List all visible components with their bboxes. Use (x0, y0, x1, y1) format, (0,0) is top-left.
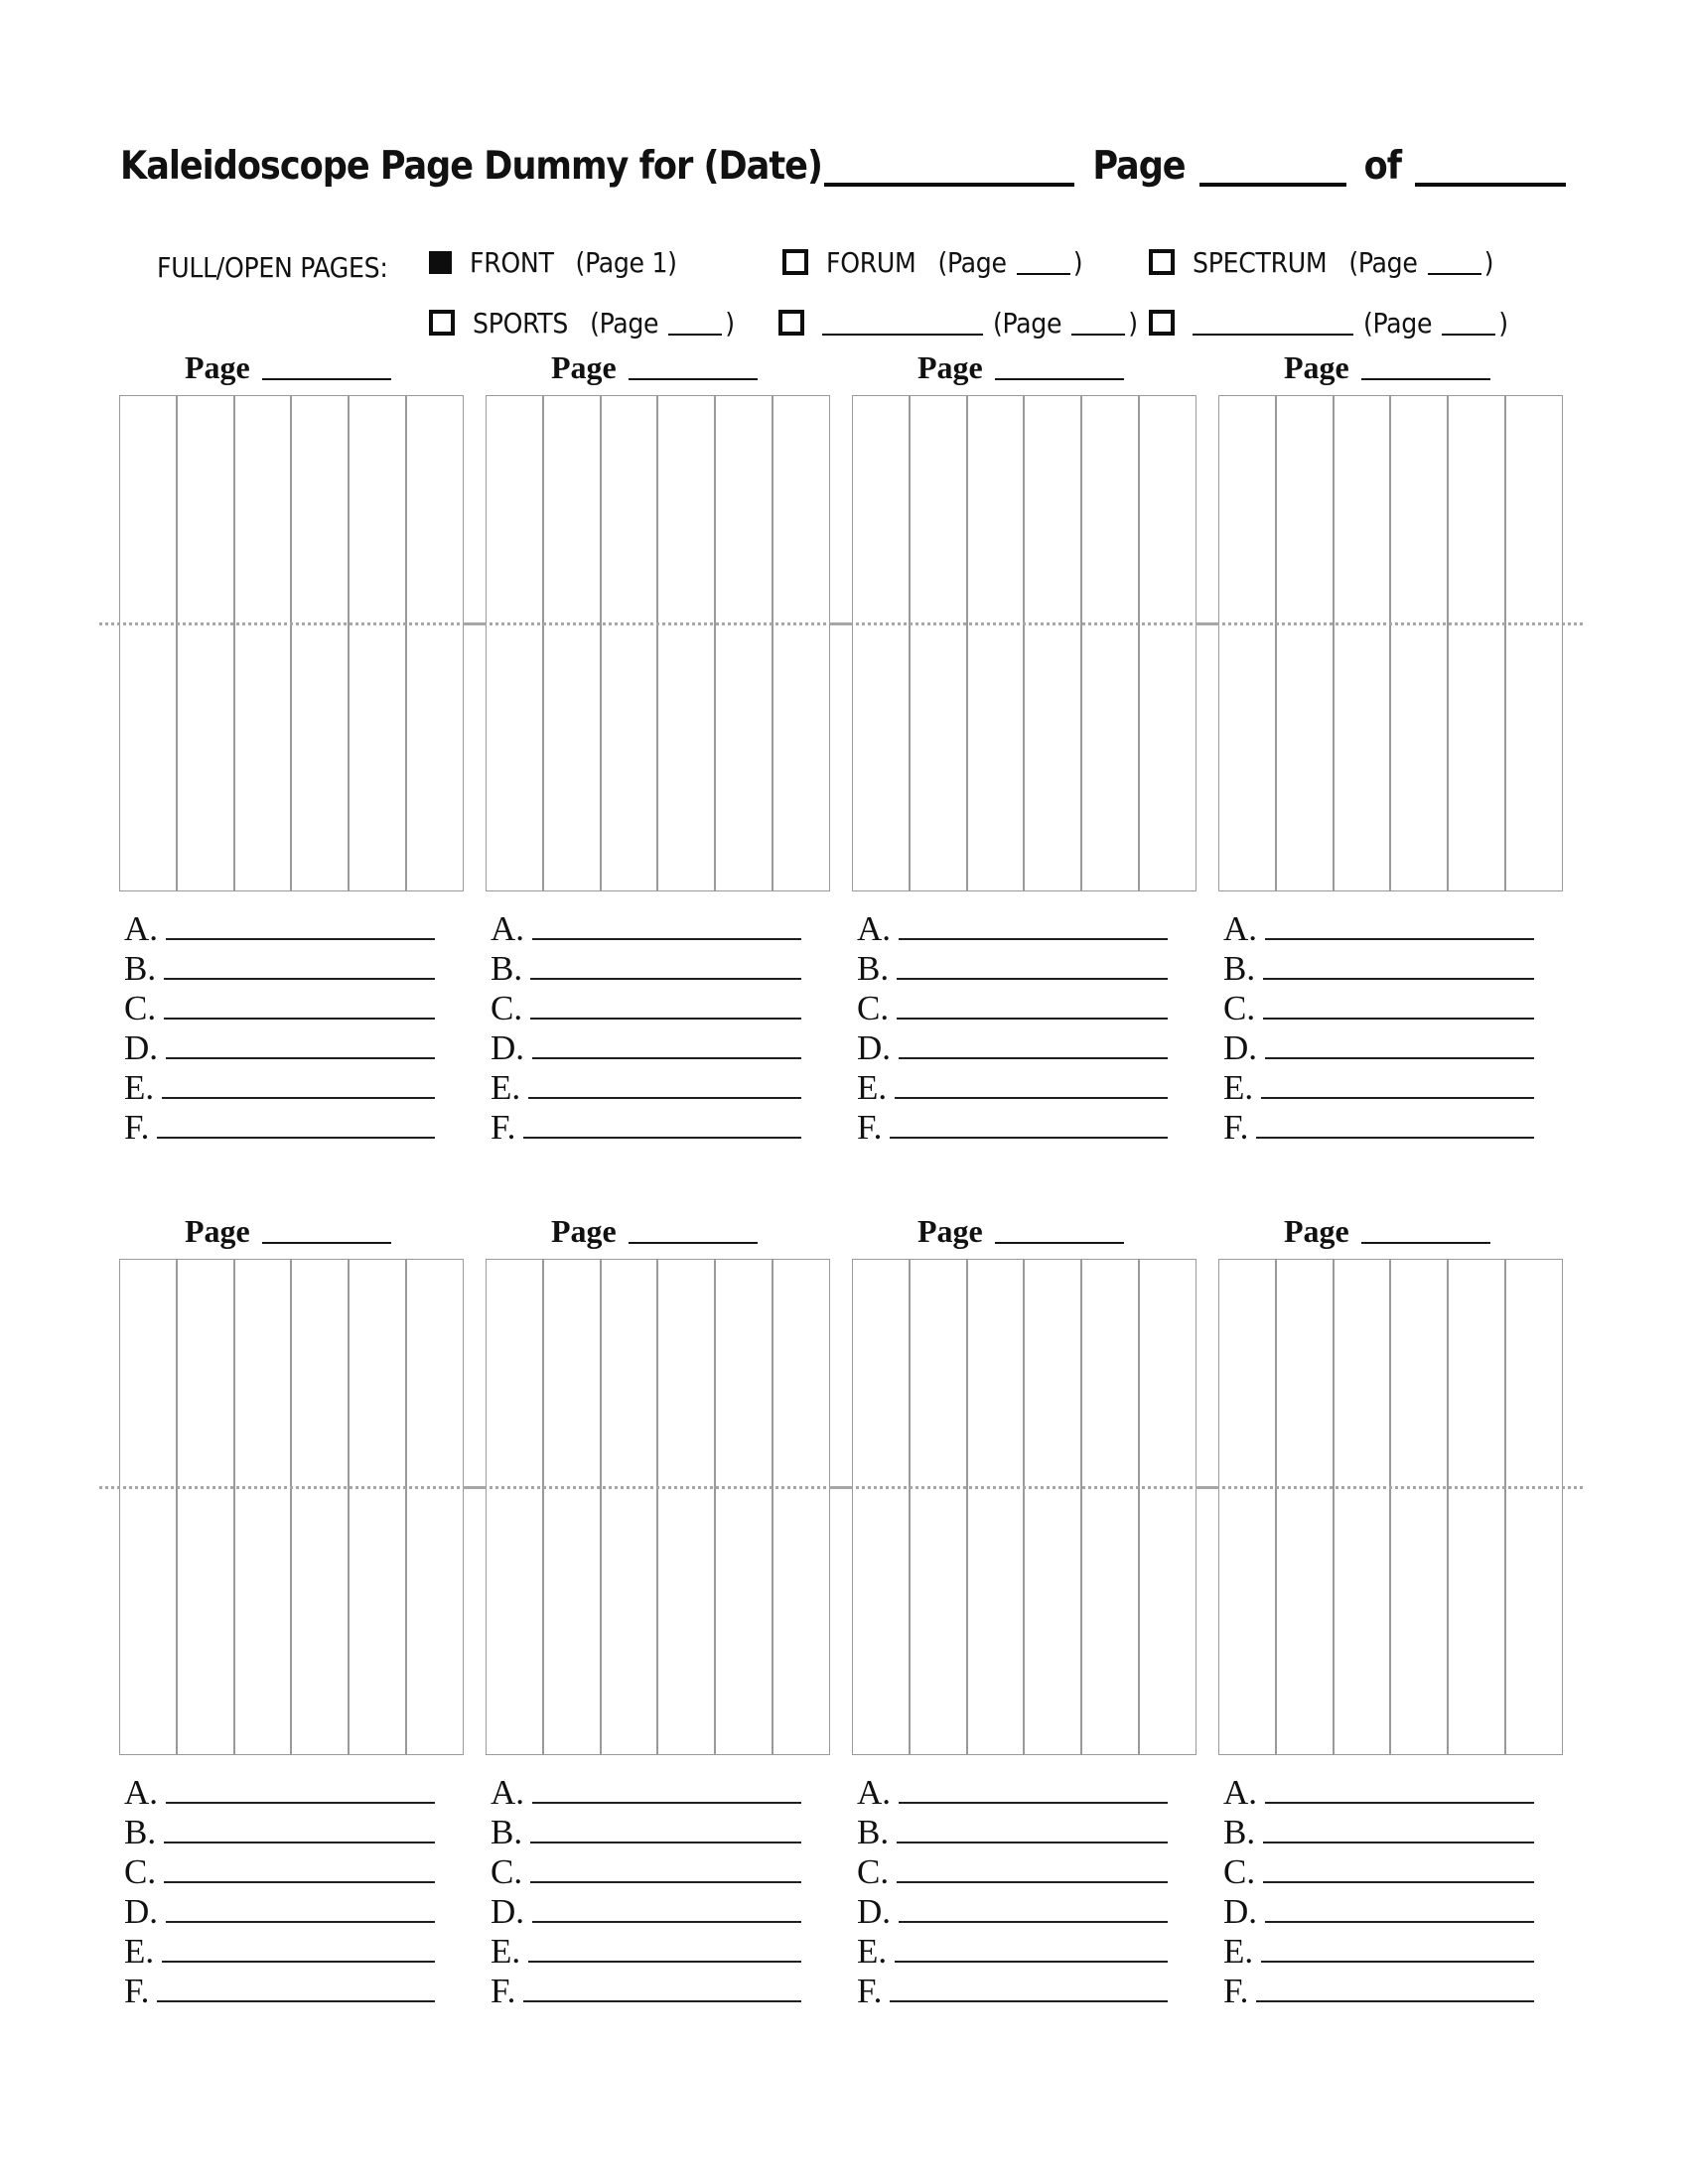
story-slot-blank-line[interactable] (1265, 1057, 1534, 1059)
grid-column[interactable] (1081, 395, 1139, 891)
column-grid (119, 1259, 464, 1755)
grid-column[interactable] (119, 395, 177, 891)
date-blank-line[interactable] (824, 183, 1074, 187)
story-slot-blank-line[interactable] (166, 1921, 435, 1923)
slot-letter: B. (491, 948, 523, 988)
page-close-paren: ) (1128, 306, 1138, 340)
column-grid (1218, 395, 1563, 891)
panel-page-label-row (1284, 1205, 1563, 1249)
story-slot-list (1218, 905, 1563, 1147)
grid-column[interactable] (1334, 395, 1391, 891)
story-slot-blank-line[interactable] (532, 1802, 801, 1804)
slot-letter: A. (857, 1772, 892, 1812)
story-slot-blank-line[interactable] (897, 978, 1168, 980)
grid-column[interactable] (967, 1259, 1025, 1755)
slot-letter: F. (124, 1107, 150, 1147)
story-slot-blank-line[interactable] (164, 1018, 435, 1020)
story-slot-row (124, 1769, 464, 1812)
story-slot-row (124, 1968, 464, 2010)
grid-column[interactable] (715, 395, 773, 891)
story-slot-blank-line[interactable] (1265, 1802, 1534, 1804)
slot-letter: E. (857, 1067, 888, 1107)
story-slot-row (1223, 1968, 1563, 2010)
slot-letter: D. (857, 1891, 892, 1931)
slot-letter: E. (1223, 1067, 1254, 1107)
custom-1-checkbox[interactable] (778, 310, 804, 336)
grid-column[interactable] (291, 395, 349, 891)
grid-column[interactable] (1139, 395, 1196, 891)
slot-letter: D. (1223, 1891, 1258, 1931)
story-slot-row (1223, 1769, 1563, 1812)
custom-2-checkbox[interactable] (1149, 310, 1175, 336)
story-slot-row (857, 1769, 1196, 1812)
story-slot-row (124, 945, 464, 988)
title-page-label: Page (1092, 144, 1186, 189)
custom-1-page-note (993, 307, 1138, 340)
grid-column[interactable] (406, 1259, 464, 1755)
custom-2-page-note (1363, 307, 1508, 340)
forum-label: FORUM (826, 245, 916, 279)
slot-letter: A. (124, 1772, 159, 1812)
page-dummy-panel (486, 341, 830, 1147)
spectrum-option (1149, 245, 1493, 279)
forum-checkbox[interactable] (782, 249, 808, 275)
fold-dotted-line (466, 622, 850, 625)
panel-page-label: Page (185, 349, 250, 386)
story-slot-row (1223, 1809, 1563, 1851)
sports-label: SPORTS (473, 306, 569, 340)
slot-letter: F. (491, 1107, 516, 1147)
grid-column[interactable] (1218, 1259, 1276, 1755)
grid-column[interactable] (177, 1259, 234, 1755)
page-number-blank-line[interactable] (1199, 183, 1346, 187)
panel-page-label: Page (185, 1213, 250, 1250)
story-slot-row (1223, 1024, 1563, 1067)
custom-1-page-blank-line[interactable] (1071, 334, 1125, 336)
grid-column[interactable] (1390, 395, 1448, 891)
grid-column[interactable] (1505, 1259, 1563, 1755)
column-grid (486, 1259, 830, 1755)
slot-letter: F. (491, 1971, 516, 2010)
slot-letter: B. (1223, 1812, 1256, 1851)
custom-option-1 (778, 306, 1138, 340)
slot-letter: D. (124, 1891, 159, 1931)
panel-page-label-row (185, 341, 464, 385)
custom-2-page-blank-line[interactable] (1442, 334, 1495, 336)
slot-letter: C. (124, 988, 157, 1027)
total-pages-blank-line[interactable] (1415, 183, 1566, 187)
story-slot-row (491, 985, 830, 1027)
story-slot-blank-line[interactable] (164, 1881, 435, 1883)
custom-option-2 (1149, 306, 1508, 340)
story-slot-blank-line[interactable] (897, 1018, 1168, 1020)
story-slot-row (491, 1104, 830, 1147)
grid-column[interactable] (234, 1259, 292, 1755)
panel-page-number-blank-line[interactable] (995, 378, 1124, 380)
full-open-pages-label: FULL/OPEN PAGES: (157, 251, 388, 284)
panel-page-label-row (917, 341, 1196, 385)
slot-letter: D. (491, 1891, 525, 1931)
spectrum-page-blank-line[interactable] (1428, 273, 1481, 275)
custom-1-name-blank-line[interactable] (822, 310, 983, 336)
story-slot-blank-line[interactable] (1256, 2000, 1534, 2002)
slot-letter: D. (491, 1027, 525, 1067)
story-slot-list (852, 1769, 1196, 2010)
story-slot-blank-line[interactable] (530, 1018, 801, 1020)
slot-letter: F. (1223, 1107, 1249, 1147)
page-open-paren: (Page (1348, 245, 1418, 279)
slot-letter: C. (124, 1851, 157, 1891)
grid-column[interactable] (852, 395, 910, 891)
panel-page-label: Page (1284, 1213, 1349, 1250)
story-slot-row (491, 1928, 830, 1971)
page-dummy-panel (119, 1205, 464, 2010)
story-slot-blank-line[interactable] (890, 1137, 1168, 1139)
grid-column[interactable] (349, 395, 406, 891)
sports-option (429, 306, 735, 340)
panel-page-number-blank-line[interactable] (995, 1242, 1124, 1244)
story-slot-row (491, 905, 830, 948)
story-slot-row (857, 1809, 1196, 1851)
slot-letter: C. (491, 1851, 523, 1891)
story-slot-list (1218, 1769, 1563, 2010)
fold-dotted-line (832, 622, 1216, 625)
grid-column[interactable] (349, 1259, 406, 1755)
column-grid (486, 395, 830, 891)
slot-letter: C. (857, 1851, 890, 1891)
fold-dotted-line (832, 1486, 1216, 1489)
page-open-paren: (Page (590, 306, 659, 340)
story-slot-blank-line[interactable] (1263, 978, 1534, 980)
slot-letter: A. (857, 908, 892, 948)
story-slot-row (857, 905, 1196, 948)
grid-column[interactable] (1276, 1259, 1334, 1755)
story-slot-blank-line[interactable] (899, 938, 1168, 940)
grid-column[interactable] (601, 395, 658, 891)
grid-column[interactable] (852, 1259, 910, 1755)
panel-page-number-blank-line[interactable] (629, 378, 758, 380)
story-slot-blank-line[interactable] (897, 1842, 1168, 1843)
story-slot-row (857, 1888, 1196, 1931)
panel-page-number-blank-line[interactable] (629, 1242, 758, 1244)
forum-page-blank-line[interactable] (1017, 273, 1070, 275)
sports-page-blank-line[interactable] (668, 334, 722, 336)
story-slot-row (857, 1064, 1196, 1107)
page-close-paren: ) (725, 306, 735, 340)
column-grid (119, 395, 464, 891)
panel-page-label-row (917, 1205, 1196, 1249)
page-dummy-panel (852, 341, 1196, 1147)
story-slot-blank-line[interactable] (166, 1802, 435, 1804)
panel-page-label: Page (551, 1213, 617, 1250)
panel-page-label: Page (917, 349, 983, 386)
grid-column[interactable] (773, 1259, 830, 1755)
story-slot-row (491, 945, 830, 988)
page-close-paren: ) (1498, 306, 1508, 340)
grid-column[interactable] (657, 1259, 715, 1755)
title-of-label: of (1363, 144, 1401, 189)
story-slot-row (857, 945, 1196, 988)
grid-column[interactable] (715, 1259, 773, 1755)
panel-page-label-row (551, 341, 830, 385)
story-slot-blank-line[interactable] (1265, 1921, 1534, 1923)
page-close-paren: ) (1072, 245, 1083, 279)
column-grid (852, 395, 1196, 891)
slot-letter: A. (124, 908, 159, 948)
story-slot-row (124, 905, 464, 948)
grid-column[interactable] (1218, 395, 1276, 891)
grid-column[interactable] (910, 395, 967, 891)
front-checkbox[interactable] (429, 251, 452, 274)
sheet-title-text: Kaleidoscope Page Dummy for (Date) (120, 144, 822, 189)
slot-letter: B. (491, 1812, 523, 1851)
story-slot-row (491, 1064, 830, 1107)
story-slot-row (1223, 1848, 1563, 1891)
custom-2-name-blank-line[interactable] (1193, 310, 1353, 336)
story-slot-blank-line[interactable] (1261, 1961, 1534, 1963)
page-open-paren: (Page (937, 245, 1007, 279)
grid-column[interactable] (967, 395, 1025, 891)
grid-column[interactable] (773, 395, 830, 891)
panel-page-label-row (1284, 341, 1563, 385)
spectrum-page-note (1348, 246, 1493, 279)
front-label: FRONT (470, 245, 554, 279)
grid-column[interactable] (177, 395, 234, 891)
story-slot-row (857, 1848, 1196, 1891)
story-slot-row (1223, 905, 1563, 948)
grid-column[interactable] (234, 395, 292, 891)
story-slot-blank-line[interactable] (523, 1137, 801, 1139)
story-slot-blank-line[interactable] (1263, 1881, 1534, 1883)
slot-letter: F. (124, 1971, 150, 2010)
page-dummy-panel (486, 1205, 830, 2010)
slot-letter: B. (1223, 948, 1256, 988)
story-slot-blank-line[interactable] (1263, 1018, 1534, 1020)
slot-letter: C. (1223, 988, 1256, 1027)
story-slot-row (857, 985, 1196, 1027)
story-slot-blank-line[interactable] (532, 938, 801, 940)
grid-column[interactable] (1081, 1259, 1139, 1755)
story-slot-blank-line[interactable] (164, 1842, 435, 1843)
story-slot-row (1223, 945, 1563, 988)
slot-letter: E. (491, 1067, 521, 1107)
grid-column[interactable] (1448, 395, 1505, 891)
slot-letter: D. (857, 1027, 892, 1067)
page-dummy-panel (1218, 1205, 1563, 2010)
story-slot-row (1223, 985, 1563, 1027)
front-option (429, 245, 677, 279)
slot-letter: E. (1223, 1931, 1254, 1971)
story-slot-blank-line[interactable] (532, 1057, 801, 1059)
story-slot-row (491, 1968, 830, 2010)
slot-letter: E. (491, 1931, 521, 1971)
sheet-title-row (120, 145, 1566, 190)
story-slot-row (857, 1024, 1196, 1067)
story-slot-row (1223, 1928, 1563, 1971)
grid-column[interactable] (1139, 1259, 1196, 1755)
story-slot-row (124, 1104, 464, 1147)
story-slot-list (119, 1769, 464, 2010)
slot-letter: A. (1223, 1772, 1258, 1812)
sports-checkbox[interactable] (429, 310, 455, 336)
fold-dotted-line (1198, 622, 1583, 625)
story-slot-row (491, 1809, 830, 1851)
forum-option (782, 245, 1082, 279)
slot-letter: E. (124, 1067, 155, 1107)
story-slot-row (1223, 1888, 1563, 1931)
story-slot-blank-line[interactable] (530, 1842, 801, 1843)
story-slot-row (491, 1769, 830, 1812)
slot-letter: A. (1223, 908, 1258, 948)
story-slot-row (124, 985, 464, 1027)
story-slot-list (486, 905, 830, 1147)
panel-page-number-blank-line[interactable] (262, 378, 391, 380)
story-slot-blank-line[interactable] (897, 1881, 1168, 1883)
story-slot-blank-line[interactable] (157, 1137, 435, 1139)
story-slot-blank-line[interactable] (528, 1961, 801, 1963)
story-slot-row (491, 1848, 830, 1891)
slot-letter: E. (857, 1931, 888, 1971)
slot-letter: F. (1223, 1971, 1249, 2010)
grid-column[interactable] (543, 1259, 601, 1755)
slot-letter: F. (857, 1971, 883, 2010)
front-page-note: (Page 1) (575, 245, 677, 279)
story-slot-blank-line[interactable] (530, 978, 801, 980)
grid-column[interactable] (1024, 1259, 1081, 1755)
story-slot-blank-line[interactable] (895, 1097, 1168, 1099)
column-grid (852, 1259, 1196, 1755)
story-slot-blank-line[interactable] (899, 1921, 1168, 1923)
story-slot-list (852, 905, 1196, 1147)
story-slot-blank-line[interactable] (890, 2000, 1168, 2002)
story-slot-row (1223, 1064, 1563, 1107)
story-slot-blank-line[interactable] (166, 938, 435, 940)
fold-dotted-line (99, 622, 484, 625)
story-slot-blank-line[interactable] (1265, 938, 1534, 940)
slot-letter: B. (124, 1812, 157, 1851)
story-slot-list (119, 905, 464, 1147)
story-slot-row (124, 1848, 464, 1891)
story-slot-row (857, 1928, 1196, 1971)
slot-letter: C. (857, 988, 890, 1027)
grid-column[interactable] (486, 395, 543, 891)
story-slot-row (124, 1064, 464, 1107)
panel-page-label: Page (551, 349, 617, 386)
grid-column[interactable] (1390, 1259, 1448, 1755)
slot-letter: D. (1223, 1027, 1258, 1067)
story-slot-blank-line[interactable] (157, 2000, 435, 2002)
story-slot-blank-line[interactable] (528, 1097, 801, 1099)
story-slot-row (1223, 1104, 1563, 1147)
grid-column[interactable] (1448, 1259, 1505, 1755)
grid-column[interactable] (1276, 395, 1334, 891)
slot-letter: D. (124, 1027, 159, 1067)
grid-column[interactable] (601, 1259, 658, 1755)
spectrum-checkbox[interactable] (1149, 249, 1175, 275)
grid-column[interactable] (910, 1259, 967, 1755)
slot-letter: E. (124, 1931, 155, 1971)
slot-letter: C. (1223, 1851, 1256, 1891)
grid-column[interactable] (1334, 1259, 1391, 1755)
story-slot-row (124, 1024, 464, 1067)
column-grid (1218, 1259, 1563, 1755)
page-close-paren: ) (1483, 245, 1494, 279)
fold-dotted-line (466, 1486, 850, 1489)
story-slot-blank-line[interactable] (1256, 1137, 1534, 1139)
story-slot-blank-line[interactable] (530, 1881, 801, 1883)
grid-column[interactable] (657, 395, 715, 891)
story-slot-blank-line[interactable] (523, 2000, 801, 2002)
slot-letter: B. (857, 948, 890, 988)
forum-page-note (938, 246, 1083, 279)
story-slot-blank-line[interactable] (162, 1097, 435, 1099)
story-slot-row (124, 1928, 464, 1971)
story-slot-blank-line[interactable] (1263, 1842, 1534, 1843)
panel-page-label: Page (917, 1213, 983, 1250)
panel-page-label: Page (1284, 349, 1349, 386)
story-slot-row (857, 1104, 1196, 1147)
story-slot-blank-line[interactable] (899, 1802, 1168, 1804)
grid-column[interactable] (486, 1259, 543, 1755)
panel-page-number-blank-line[interactable] (1361, 1242, 1490, 1244)
panel-page-number-blank-line[interactable] (262, 1242, 391, 1244)
sports-page-note (590, 307, 735, 340)
page-open-paren: (Page (1363, 306, 1433, 340)
story-slot-blank-line[interactable] (899, 1057, 1168, 1059)
slot-letter: C. (491, 988, 523, 1027)
story-slot-row (491, 1024, 830, 1067)
story-slot-row (491, 1888, 830, 1931)
slot-letter: A. (491, 1772, 525, 1812)
panel-page-label-row (185, 1205, 464, 1249)
story-slot-row (124, 1888, 464, 1931)
story-slot-blank-line[interactable] (166, 1057, 435, 1059)
grid-column[interactable] (119, 1259, 177, 1755)
story-slot-row (857, 1968, 1196, 2010)
spectrum-label: SPECTRUM (1193, 245, 1328, 279)
story-slot-blank-line[interactable] (895, 1961, 1168, 1963)
slot-letter: B. (124, 948, 157, 988)
grid-column[interactable] (291, 1259, 349, 1755)
story-slot-blank-line[interactable] (164, 978, 435, 980)
story-slot-list (486, 1769, 830, 2010)
panel-page-number-blank-line[interactable] (1361, 378, 1490, 380)
fold-dotted-line (1198, 1486, 1583, 1489)
page-dummy-panel (119, 341, 464, 1147)
grid-column[interactable] (1505, 395, 1563, 891)
slot-letter: B. (857, 1812, 890, 1851)
slot-letter: F. (857, 1107, 883, 1147)
grid-column[interactable] (543, 395, 601, 891)
page-open-paren: (Page (993, 306, 1062, 340)
page-dummy-panel (852, 1205, 1196, 2010)
grid-column[interactable] (1024, 395, 1081, 891)
slot-letter: A. (491, 908, 525, 948)
panel-page-label-row (551, 1205, 830, 1249)
story-slot-blank-line[interactable] (1261, 1097, 1534, 1099)
page-dummy-panel (1218, 341, 1563, 1147)
grid-column[interactable] (406, 395, 464, 891)
story-slot-row (124, 1809, 464, 1851)
story-slot-blank-line[interactable] (162, 1961, 435, 1963)
story-slot-blank-line[interactable] (532, 1921, 801, 1923)
fold-dotted-line (99, 1486, 484, 1489)
